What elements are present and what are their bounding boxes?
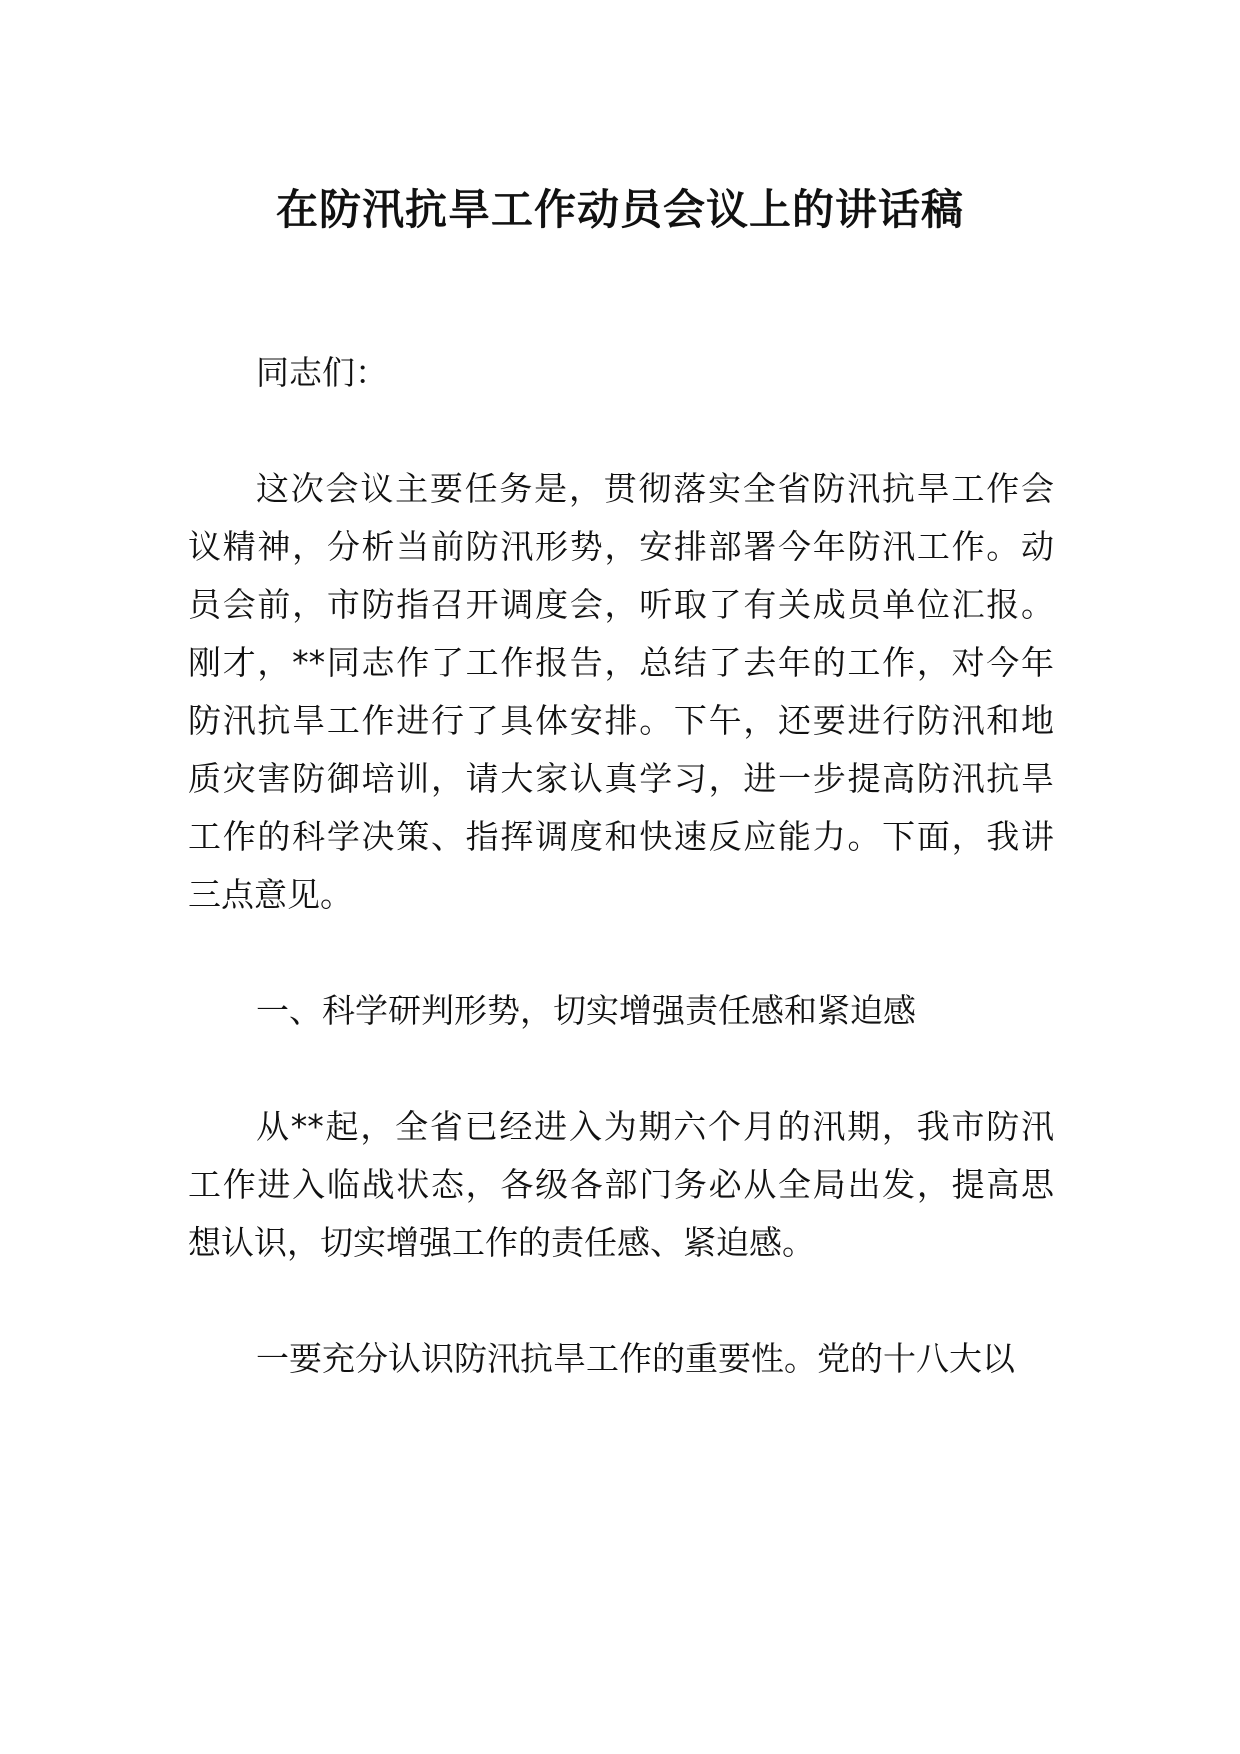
paragraph-line: 质灾害防御培训，请大家认真学习，进一步提高防汛抗旱 bbox=[188, 759, 1054, 798]
document-body bbox=[188, 344, 1054, 1446]
paragraph-line: 刚才，**同志作了工作报告，总结了去年的工作，对今年 bbox=[188, 643, 1054, 682]
paragraph-line: 防汛抗旱工作进行了具体安排。下午，还要进行防汛和地 bbox=[188, 701, 1054, 740]
paragraph-line: 议精神，分析当前防汛形势，安排部署今年防汛工作。动 bbox=[188, 527, 1054, 566]
paragraph-line: 工作进入临战状态，各级各部门务必从全局出发，提高思 bbox=[188, 1165, 1054, 1204]
paragraph-line: 三点意见。 bbox=[188, 875, 353, 914]
paragraph-line: 员会前，市防指召开调度会，听取了有关成员单位汇报。 bbox=[188, 585, 1054, 624]
document-title: 在防汛抗旱工作动员会议上的讲话稿 bbox=[275, 185, 964, 234]
paragraph bbox=[188, 460, 1054, 924]
paragraph bbox=[188, 982, 1054, 1040]
paragraph bbox=[188, 1330, 1054, 1388]
paragraph bbox=[188, 1098, 1054, 1272]
paragraph bbox=[188, 344, 1054, 402]
paragraph-line: 这次会议主要任务是，贯彻落实全省防汛抗旱工作会 bbox=[256, 469, 1054, 508]
paragraph-line: 一要充分认识防汛抗旱工作的重要性。党的十八大以 bbox=[256, 1339, 1015, 1378]
paragraph-line: 工作的科学决策、指挥调度和快速反应能力。下面，我讲 bbox=[188, 817, 1054, 856]
paragraph-line: 从**起，全省已经进入为期六个月的汛期，我市防汛 bbox=[256, 1107, 1054, 1146]
paragraph-line: 同志们： bbox=[256, 353, 388, 392]
paragraph-line: 一、科学研判形势，切实增强责任感和紧迫感 bbox=[256, 991, 916, 1030]
paragraph-line: 想认识，切实增强工作的责任感、紧迫感。 bbox=[188, 1223, 815, 1262]
